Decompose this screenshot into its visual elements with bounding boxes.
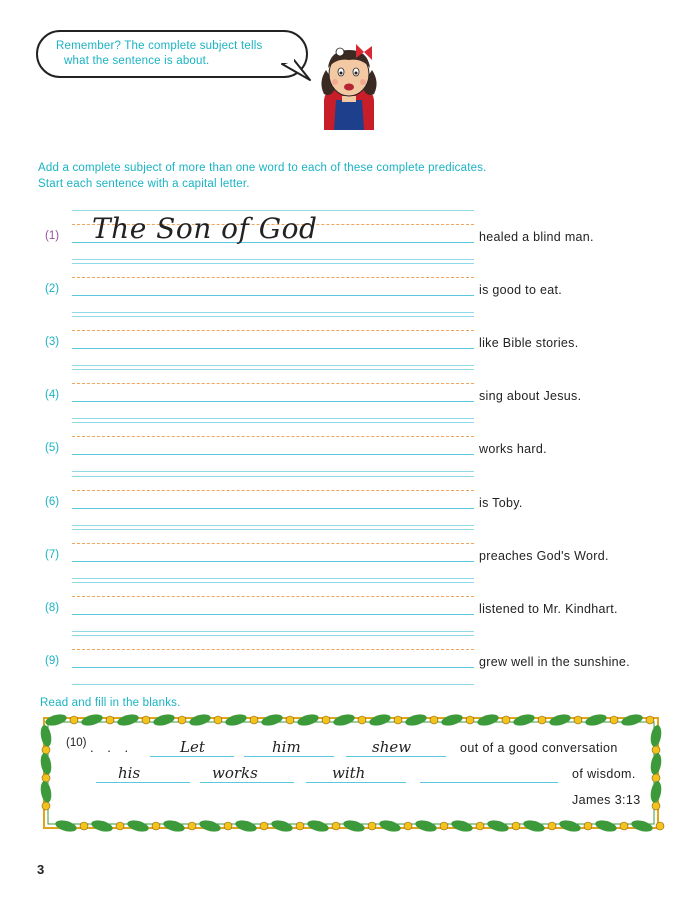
speech-bubble: [36, 30, 308, 78]
flower-icon: [116, 822, 124, 830]
leaf-icon: [476, 712, 500, 727]
exercise-row: [0, 476, 676, 530]
flower-icon: [260, 822, 268, 830]
row-number: (3): [45, 336, 60, 348]
writing-line: [72, 259, 474, 260]
flower-icon: [152, 822, 160, 830]
leaf-icon: [522, 818, 546, 833]
row-number: (6): [45, 496, 60, 508]
leaf-icon: [649, 752, 663, 775]
leaf-icon: [512, 712, 536, 727]
flower-icon: [224, 822, 232, 830]
writing-line: [72, 312, 474, 313]
verse-number: (10): [66, 737, 87, 749]
flower-icon: [286, 716, 294, 724]
leaf-icon: [224, 712, 248, 727]
leaf-icon: [440, 712, 464, 727]
predicate-text: is good to eat.: [479, 283, 563, 297]
flower-icon: [466, 716, 474, 724]
flower-icon: [322, 716, 330, 724]
flower-icon: [394, 716, 402, 724]
flower-icon: [584, 822, 592, 830]
exercise-row: [0, 529, 676, 583]
flower-icon: [502, 716, 510, 724]
flower-icon: [42, 802, 50, 810]
flower-icon: [106, 716, 114, 724]
flower-icon: [214, 716, 222, 724]
leaf-icon: [332, 712, 356, 727]
writing-line: [72, 543, 474, 544]
writing-line: [72, 277, 474, 278]
row-number: (9): [45, 655, 60, 667]
verse-word-his: his: [118, 764, 141, 782]
flower-icon: [440, 822, 448, 830]
writing-line: [72, 454, 474, 455]
verse-word-shew: shew: [372, 738, 412, 756]
leaf-icon: [126, 818, 150, 833]
flower-icon: [404, 822, 412, 830]
row-number: (1): [45, 230, 60, 242]
verse-word-him: him: [272, 738, 301, 756]
leaf-icon: [649, 724, 663, 747]
flower-icon: [250, 716, 258, 724]
writing-line: [72, 295, 474, 296]
leaf-icon: [90, 818, 114, 833]
writing-line: [72, 490, 474, 491]
bubble-line-2: what the sentence is about.: [64, 55, 210, 67]
flower-icon: [652, 802, 660, 810]
leaf-icon: [584, 712, 608, 727]
writing-line: [72, 667, 474, 668]
exercise-row: [0, 369, 676, 423]
writing-line: [72, 649, 474, 650]
writing-line: [72, 316, 474, 317]
writing-line: [72, 330, 474, 331]
exercise-row: [0, 263, 676, 317]
leaf-icon: [80, 712, 104, 727]
writing-lines[interactable]: [72, 635, 474, 681]
flower-icon: [296, 822, 304, 830]
blank-7[interactable]: [420, 782, 558, 783]
leaf-icon: [620, 712, 644, 727]
exercise-row: [0, 635, 676, 689]
writing-line: [72, 508, 474, 509]
leaf-icon: [260, 712, 284, 727]
leaf-icon: [270, 818, 294, 833]
leaf-icon: [630, 818, 654, 833]
leaf-icon: [548, 712, 572, 727]
flower-icon: [358, 716, 366, 724]
leaf-icon: [54, 818, 78, 833]
section-label: Read and fill in the blanks.: [40, 697, 181, 709]
exercise-row: [0, 316, 676, 370]
writing-lines[interactable]: [72, 476, 474, 522]
writing-line: [72, 369, 474, 370]
predicate-text: works hard.: [479, 442, 547, 456]
leaf-icon: [39, 780, 53, 803]
leaf-icon: [558, 818, 582, 833]
flower-icon: [656, 822, 664, 830]
predicate-text: listened to Mr. Kindhart.: [479, 602, 618, 616]
leaf-icon: [450, 818, 474, 833]
exercise-row: [0, 582, 676, 636]
verse-text-1: out of a good conversation: [460, 741, 618, 755]
verse-reference: James 3:13: [572, 793, 641, 807]
girl-character-icon: [318, 36, 380, 130]
predicate-text: sing about Jesus.: [479, 389, 582, 403]
verse-word-with: with: [332, 764, 366, 782]
flower-icon: [512, 822, 520, 830]
flower-icon: [610, 716, 618, 724]
blank-4[interactable]: [96, 782, 190, 783]
leaf-icon: [378, 818, 402, 833]
leaf-icon: [188, 712, 212, 727]
row-number: (8): [45, 602, 60, 614]
writing-line: [72, 476, 474, 477]
writing-line: [72, 529, 474, 530]
predicate-text: healed a blind man.: [479, 230, 594, 244]
flower-icon: [142, 716, 150, 724]
blank-3[interactable]: [346, 756, 446, 757]
verse-ellipsis: . . .: [90, 740, 134, 755]
flower-icon: [332, 822, 340, 830]
writing-line: [72, 263, 474, 264]
predicate-text: grew well in the sunshine.: [479, 655, 630, 669]
leaf-icon: [594, 818, 618, 833]
writing-line: [72, 365, 474, 366]
instructions-line-1: Add a complete subject of more than one word to each of these complete predicates.: [38, 162, 487, 174]
flower-icon: [574, 716, 582, 724]
flower-icon: [70, 716, 78, 724]
writing-line: [72, 596, 474, 597]
flower-icon: [538, 716, 546, 724]
leaf-icon: [486, 818, 510, 833]
writing-line: [72, 684, 474, 685]
handwritten-answer: The Son of God: [92, 212, 318, 245]
bubble-line-1: Remember? The complete subject tells: [56, 40, 263, 52]
writing-line: [72, 436, 474, 437]
writing-line: [72, 578, 474, 579]
predicate-text: is Toby.: [479, 496, 523, 510]
leaf-icon: [306, 818, 330, 833]
writing-lines[interactable]: [72, 263, 474, 309]
bubble-tail-icon: [280, 58, 320, 84]
writing-line: [72, 422, 474, 423]
blank-6[interactable]: [306, 782, 406, 783]
flower-icon: [548, 822, 556, 830]
writing-lines[interactable]: [72, 582, 474, 628]
page-number: 3: [37, 862, 45, 877]
flower-icon: [476, 822, 484, 830]
flower-icon: [42, 774, 50, 782]
flower-icon: [178, 716, 186, 724]
flower-icon: [646, 716, 654, 724]
row-number: (7): [45, 549, 60, 561]
flower-icon: [652, 746, 660, 754]
leaf-icon: [404, 712, 428, 727]
verse-word-works: works: [212, 764, 258, 782]
flower-icon: [620, 822, 628, 830]
leaf-icon: [39, 752, 53, 775]
verse-text-2: of wisdom.: [572, 767, 636, 781]
blank-2[interactable]: [244, 756, 334, 757]
writing-lines[interactable]: [72, 316, 474, 362]
leaf-icon: [649, 780, 663, 803]
writing-lines[interactable]: [72, 422, 474, 468]
exercise-row: [0, 422, 676, 476]
writing-line: [72, 631, 474, 632]
instructions-line-2: Start each sentence with a capital letter.: [38, 178, 250, 190]
leaf-icon: [296, 712, 320, 727]
flower-icon: [368, 822, 376, 830]
exercise-row: [0, 210, 676, 264]
writing-line: [72, 418, 474, 419]
writing-lines[interactable]: [72, 529, 474, 575]
row-number: (4): [45, 389, 60, 401]
blank-1[interactable]: [150, 756, 234, 757]
writing-lines[interactable]: [72, 369, 474, 415]
leaf-icon: [39, 724, 53, 747]
leaf-icon: [198, 818, 222, 833]
writing-line: [72, 525, 474, 526]
leaf-icon: [342, 818, 366, 833]
flower-icon: [42, 746, 50, 754]
predicate-text: preaches God's Word.: [479, 549, 609, 563]
verse-word-let: Let: [180, 738, 205, 756]
writing-line: [72, 582, 474, 583]
row-number: (5): [45, 442, 60, 454]
leaf-icon: [368, 712, 392, 727]
leaf-icon: [414, 818, 438, 833]
blank-5[interactable]: [200, 782, 294, 783]
leaf-icon: [116, 712, 140, 727]
leaf-icon: [152, 712, 176, 727]
flower-icon: [652, 774, 660, 782]
instructions: [38, 160, 487, 192]
writing-line: [72, 614, 474, 615]
writing-line: [72, 471, 474, 472]
writing-line: [72, 383, 474, 384]
leaf-icon: [234, 818, 258, 833]
writing-line: [72, 401, 474, 402]
predicate-text: like Bible stories.: [479, 336, 579, 350]
flower-icon: [430, 716, 438, 724]
leaf-icon: [162, 818, 186, 833]
writing-line: [72, 561, 474, 562]
writing-line: [72, 635, 474, 636]
row-number: (2): [45, 283, 60, 295]
writing-line: [72, 210, 474, 211]
flower-icon: [80, 822, 88, 830]
writing-line: [72, 348, 474, 349]
flower-icon: [188, 822, 196, 830]
